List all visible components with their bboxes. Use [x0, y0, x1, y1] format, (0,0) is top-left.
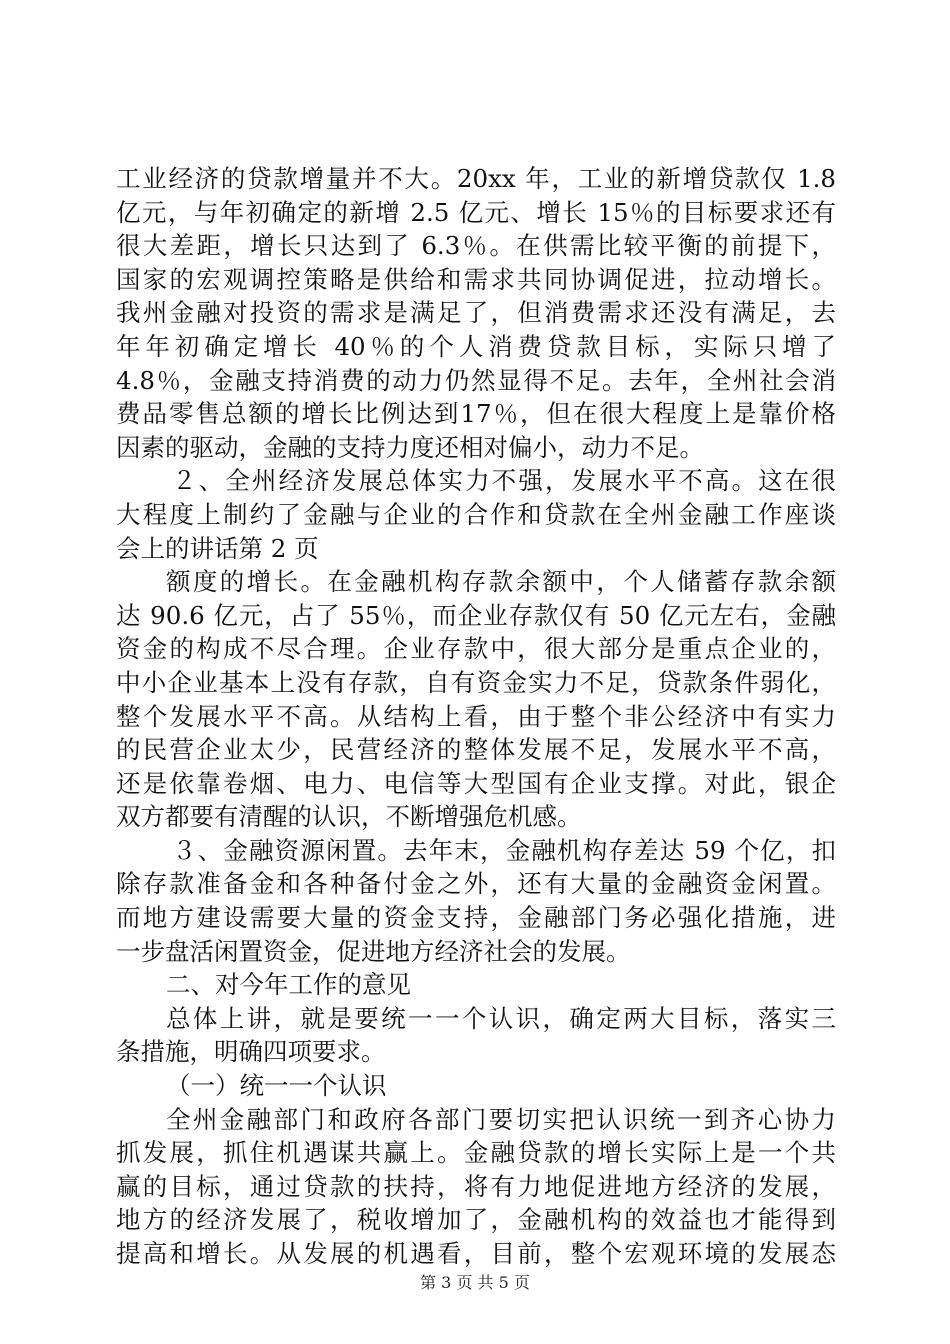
text-line: 达 90.6 亿元，占了 55％，而企业存款仅有 50 亿元左右，金融: [116, 600, 836, 630]
text-line: ３、金融资源闲置。去年末，金融机构存差达 59 个亿，扣: [172, 835, 836, 865]
text-line: 提高和增长。从发展的机遇看，目前，整个宏观环境的发展态: [116, 1239, 836, 1268]
text-line: 全州金融部门和政府各部门要切实把认识统一到齐心协力: [166, 1104, 836, 1134]
text-line: 我州金融对投资的需求是满足了，但消费需求还没有满足，去: [116, 298, 836, 328]
text-line: 而地方建设需要大量的资金支持，金融部门务必强化措施，进: [116, 903, 836, 933]
text-line: 国家的宏观调控策略是供给和需求共同协调促进，拉动增长。: [116, 264, 836, 294]
text-line: 赢的目标，通过贷款的扶持，将有力地促进地方经济的发展，: [116, 1171, 836, 1201]
text-line: 4.8％，金融支持消费的动力仍然显得不足。去年，全州社会消: [116, 365, 836, 395]
text-line: 双方都要有清醒的认识，不断增强危机感。: [116, 802, 582, 832]
text-line: 大程度上制约了金融与企业的合作和贷款在全州金融工作座谈: [116, 499, 836, 529]
text-line: 资金的构成不尽合理。企业存款中，很大部分是重点企业的，: [116, 634, 836, 664]
text-line: 除存款准备金和各种备付金之外，还有大量的金融资金闲置。: [116, 869, 836, 899]
text-line: 很大差距，增长只达到了 6.3％。在供需比较平衡的前提下，: [116, 231, 836, 261]
text-line: 年年初确定增长 40％的个人消费贷款目标，实际只增了: [116, 331, 836, 361]
text-line: 中小企业基本上没有存款，自有资金实力不足，贷款条件弱化，: [116, 667, 836, 697]
text-line: 的民营企业太少，民营经济的整体发展不足，发展水平不高，: [116, 735, 836, 765]
subsection-heading: （一）统一一个认识: [166, 1071, 387, 1101]
document-body: [116, 162, 836, 1271]
text-line: ２、全州经济发展总体实力不强，发展水平不高。这在很: [172, 466, 836, 496]
text-line: 亿元，与年初确定的新增 2.5 亿元、增长 15％的目标要求还有: [116, 197, 836, 227]
text-line: 总体上讲，就是要统一一个认识，确定两大目标，落实三: [166, 1003, 836, 1033]
text-line: 额度的增长。在金融机构存款余额中，个人储蓄存款余额: [166, 567, 836, 597]
text-line: 工业经济的贷款增量并不大。20xx 年，工业的新增贷款仅 1.8: [116, 164, 836, 193]
text-line: 条措施，明确四项要求。: [116, 1037, 386, 1067]
text-line: 会上的讲话第 2 页: [116, 533, 319, 563]
text-line: 整个发展水平不高。从结构上看，由于整个非公经济中有实力: [116, 701, 836, 731]
text-line: 费品零售总额的增长比例达到17％，但在很大程度上是靠价格: [116, 399, 836, 429]
text-line: 还是依靠卷烟、电力、电信等大型国有企业支撑。对此，银企: [116, 768, 836, 798]
text-line: 一步盘活闲置资金，促进地方经济社会的发展。: [116, 936, 631, 966]
section-heading: 二、对今年工作的意见: [166, 970, 411, 1000]
text-line: 因素的驱动，金融的支持力度还相对偏小，动力不足。: [116, 432, 704, 462]
text-line: 地方的经济发展了，税收增加了，金融机构的效益也才能得到: [116, 1205, 836, 1235]
page-number-footer: 第 3 页 共 5 页: [420, 1273, 530, 1292]
text-line: 抓发展，抓住机遇谋共赢上。金融贷款的增长实际上是一个共: [116, 1138, 836, 1168]
